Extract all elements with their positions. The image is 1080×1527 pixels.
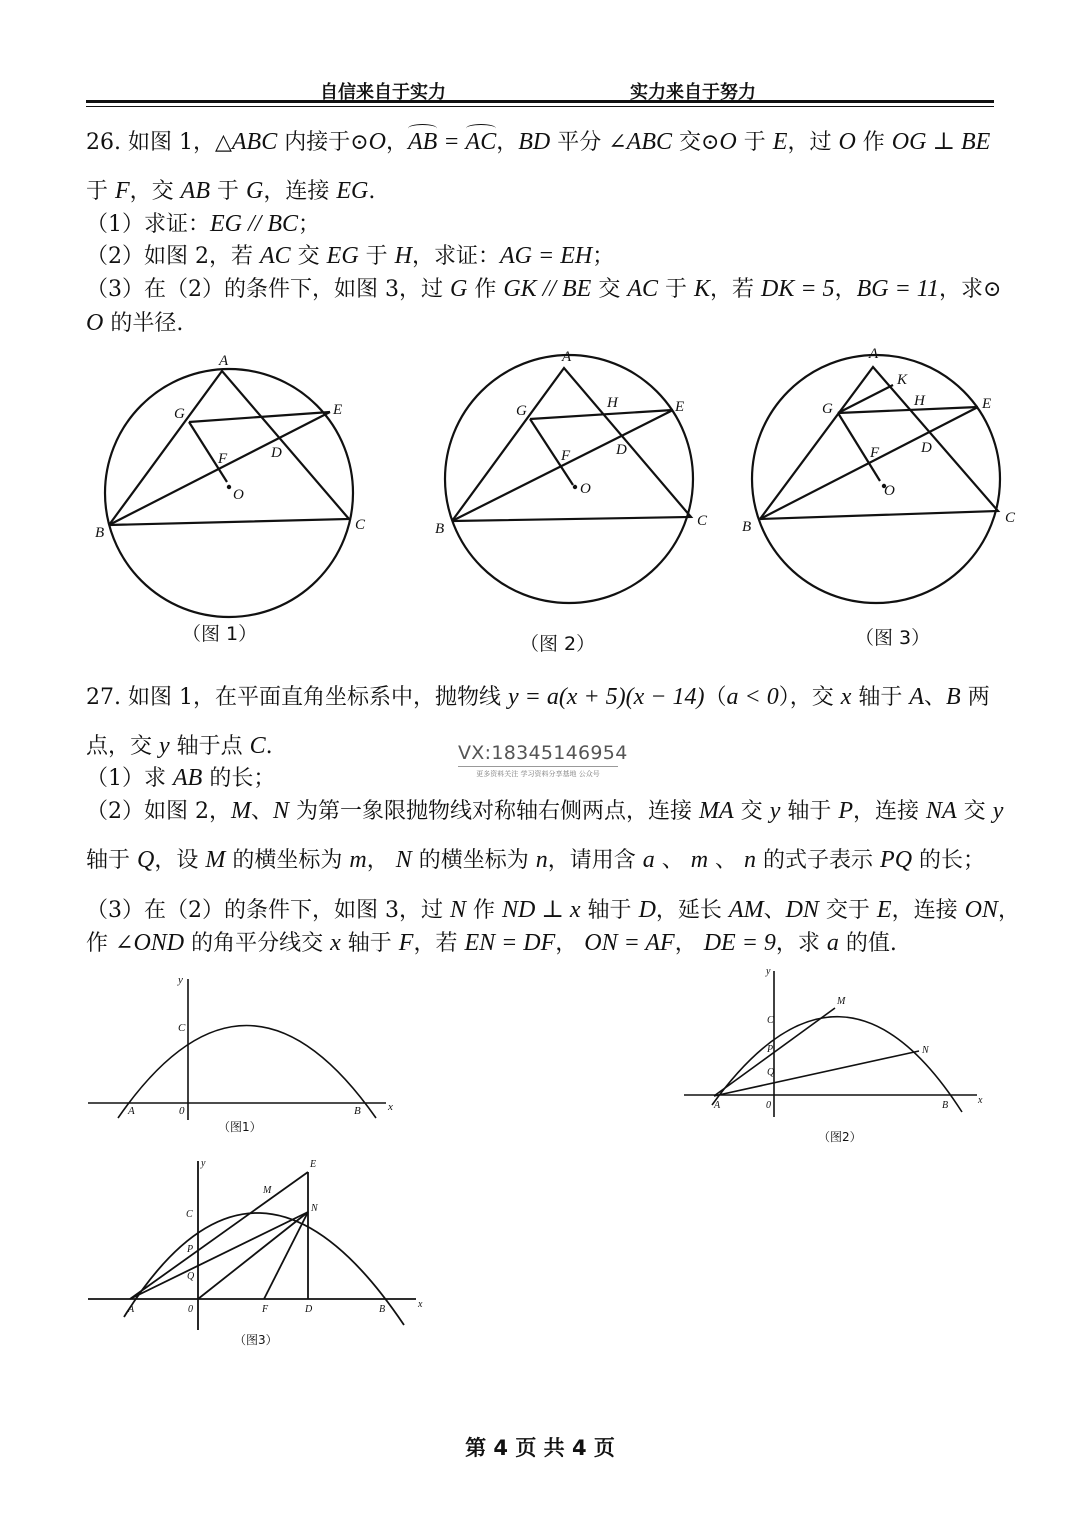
- svg-text:D: D: [271, 445, 282, 461]
- svg-text:A: A: [128, 1105, 135, 1117]
- q27-caption-1: （图1）: [218, 1120, 262, 1134]
- svg-text:B: B: [354, 1105, 361, 1117]
- svg-text:G: G: [174, 406, 185, 422]
- svg-text:0: 0: [179, 1105, 185, 1117]
- watermark-subtitle: 更多资料关注 学习资料分享基地 公众号: [458, 766, 618, 779]
- svg-text:A: A: [219, 353, 229, 369]
- q26-caption-1: （图 1）: [182, 623, 258, 645]
- svg-text:Q: Q: [187, 1271, 195, 1282]
- header-right-motto: 实力来自于努力: [630, 82, 756, 103]
- svg-text:E: E: [982, 396, 992, 412]
- svg-text:B: B: [942, 1100, 949, 1111]
- q27-line2: 点，交 y 轴于点 C.: [86, 733, 273, 759]
- q27-caption-2: （图2）: [818, 1130, 862, 1144]
- svg-text:O: O: [884, 483, 895, 499]
- svg-text:x: x: [418, 1299, 423, 1310]
- svg-text:C: C: [186, 1209, 193, 1220]
- svg-text:E: E: [675, 399, 685, 415]
- watermark-contact: VX:18345146954: [458, 742, 628, 764]
- svg-text:C: C: [697, 513, 708, 529]
- svg-text:A: A: [714, 1100, 721, 1111]
- q27-figure-2: [682, 965, 992, 1115]
- page-footer: 第 4 页 共 4 页: [465, 1436, 615, 1460]
- svg-text:P: P: [187, 1244, 194, 1255]
- arc-ac: AC: [465, 129, 497, 155]
- header-left-motto: 自信来自于实力: [320, 82, 446, 103]
- svg-text:0: 0: [188, 1304, 193, 1315]
- q27-part3: （3）在（2）的条件下，如图 3，过 N 作 ND ⊥ x 轴于 D，延长 AM、DN 交于 E，连接 ON，: [86, 897, 1020, 923]
- svg-text:B: B: [435, 521, 445, 537]
- svg-text:P: P: [767, 1044, 774, 1055]
- svg-text:A: A: [562, 349, 572, 365]
- q27-part2-cont: 轴于 Q，设 M 的横坐标为 m， N 的横坐标为 n，请用含 a 、 m 、 n 的式子表示 PQ 的长；: [86, 847, 986, 873]
- svg-text:E: E: [333, 402, 343, 418]
- q26-figure-3: [742, 345, 1022, 605]
- svg-text:C: C: [1005, 510, 1016, 526]
- svg-text:C: C: [178, 1022, 186, 1034]
- svg-text:C: C: [355, 517, 366, 533]
- svg-text:M: M: [263, 1185, 272, 1196]
- q26-part2: （2）如图 2，若 AC 交 EG 于 H，求证：AG = EH；: [86, 243, 615, 269]
- svg-text:G: G: [516, 403, 527, 419]
- svg-text:H: H: [914, 393, 925, 409]
- q26-line2: 于 F，交 AB 于 G，连接 EG.: [86, 178, 376, 204]
- q27-caption-3: （图3）: [234, 1333, 278, 1347]
- svg-text:C: C: [767, 1015, 774, 1026]
- q26-part3-cont: O 的半径.: [86, 310, 184, 336]
- svg-text:0: 0: [766, 1100, 771, 1111]
- q27-figure-1: [86, 975, 406, 1125]
- svg-text:O: O: [233, 487, 244, 503]
- q26-part3: （3）在（2）的条件下，如图 3，过 G 作 GK // BE 交 AC 于 K，若 DK = 5，BG = 11，求⊙: [86, 276, 1002, 302]
- q27-line1: 27. 如图 1，在平面直角坐标系中，抛物线 y = a(x + 5)(x − 14)（a < 0），交 x 轴于 A、B 两: [86, 684, 990, 710]
- svg-text:H: H: [607, 395, 618, 411]
- svg-text:E: E: [310, 1159, 317, 1170]
- svg-text:x: x: [978, 1095, 983, 1106]
- q27-part1: （1）求 AB 的长；: [86, 765, 276, 791]
- svg-text:A: A: [869, 346, 879, 362]
- svg-text:y: y: [178, 974, 183, 986]
- q26-caption-2: （图 2）: [520, 633, 596, 655]
- svg-text:M: M: [837, 996, 846, 1007]
- svg-text:B: B: [95, 525, 105, 541]
- svg-text:D: D: [616, 442, 627, 458]
- q26-figure-1: [95, 355, 365, 615]
- header-rule: [86, 100, 994, 103]
- svg-text:K: K: [897, 372, 908, 388]
- watermark: [458, 742, 628, 779]
- svg-text:F: F: [870, 445, 880, 461]
- svg-text:N: N: [922, 1045, 929, 1056]
- svg-text:B: B: [742, 519, 752, 535]
- svg-text:D: D: [305, 1304, 313, 1315]
- q26-figure-2: [435, 345, 708, 605]
- svg-text:x: x: [388, 1101, 393, 1113]
- svg-text:y: y: [201, 1158, 206, 1169]
- svg-text:y: y: [766, 966, 771, 977]
- svg-text:F: F: [218, 451, 228, 467]
- svg-text:B: B: [379, 1304, 386, 1315]
- svg-text:F: F: [561, 448, 571, 464]
- svg-text:Q: Q: [767, 1067, 775, 1078]
- q26-caption-3: （图 3）: [855, 627, 931, 649]
- svg-text:D: D: [921, 440, 932, 456]
- q26-part1: （1）求证：EG // BC；: [86, 211, 321, 237]
- svg-text:O: O: [580, 481, 591, 497]
- arc-ab: AB: [408, 129, 438, 155]
- svg-text:G: G: [822, 401, 833, 417]
- svg-text:A: A: [128, 1304, 135, 1315]
- q27-figure-3: [86, 1155, 431, 1335]
- q26-line1: 26. 如图 1，△ABC 内接于⊙O，AB = AC，BD 平分 ∠ABC 交⊙O 于 E，过 O 作 OG ⊥ BE: [86, 129, 991, 155]
- q27-part2: （2）如图 2，M、N 为第一象限抛物线对称轴右侧两点，连接 MA 交 y 轴于 P，连接 NA 交 y: [86, 798, 1004, 824]
- header-rule-thin: [86, 106, 994, 107]
- q27-part3-cont: 作 ∠OND 的角平分线交 x 轴于 F，若 EN = DF， ON = AF， DE = 9，求 a 的值.: [86, 930, 897, 956]
- svg-text:F: F: [262, 1304, 269, 1315]
- svg-text:N: N: [311, 1203, 318, 1214]
